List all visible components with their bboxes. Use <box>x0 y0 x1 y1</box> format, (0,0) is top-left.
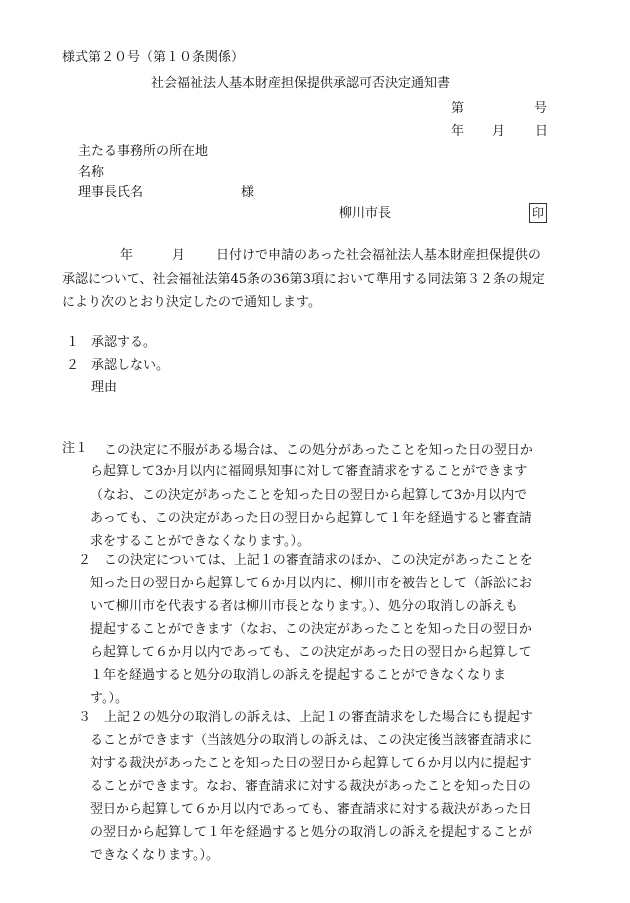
decision-reject: 承認しない。 <box>91 358 170 373</box>
date-year: 年 <box>451 124 465 139</box>
note-3-line: の翌日から起算して１年を経過すると処分の取消しの訴えを提起することが <box>90 825 533 840</box>
date-month: 月 <box>492 124 506 139</box>
document-title: 社会福祉法人基本財産担保提供承認可否決定通知書 <box>151 76 451 91</box>
note-1-line: あっても、この決定があった日の翌日から起算して１年を経過すると審査請 <box>90 511 532 526</box>
note-3-line: ることができます（当該処分の取消しの訴えは、この決定後当該審査請求に <box>90 733 533 748</box>
sender-name: 柳川市長 <box>339 206 392 221</box>
note-2-marker: ２ <box>78 553 92 568</box>
note-1-marker: 注１ <box>62 441 89 456</box>
decision-approve: 承認する。 <box>91 335 157 350</box>
note-3-line: 翌日から起算して６か月以内であっても、審査請求に対する裁決があった日 <box>90 802 532 817</box>
note-2-line: ら起算して６か月以内であっても、この決定があった日の翌日から起算して <box>90 645 532 660</box>
note-3-line: 対する裁決があったことを知った日の翌日から起算して６か月以内に提起す <box>90 756 532 771</box>
note-1-line: （なお、この決定があったことを知った日の翌日から起算して3か月以内で <box>90 488 528 503</box>
note-1-line: ら起算して3か月以内に福岡県知事に対して審査請求をすることができます <box>90 464 528 479</box>
note-1-line: この決定に不服がある場合は、この処分があったことを知った日の翌日か <box>104 443 533 458</box>
body-line-2: 承認について、社会福祉法第45条の36第3項において準用する同法第３２条の規定 <box>62 272 545 287</box>
date-day: 日 <box>535 124 549 139</box>
note-3-line: ることができます。なお、審査請求に対する裁決があったことを知った日の <box>90 779 531 794</box>
note-3-line: できなくなります。）。 <box>90 848 219 863</box>
decision-number: １ <box>66 335 80 350</box>
note-3-marker: ３ <box>78 710 92 725</box>
note-2-line: す。）。 <box>90 691 128 706</box>
note-2-line: いて柳川市を代表する者は柳川市長となります。）、処分の取消しの訴えも <box>90 599 518 614</box>
note-2-line: 知った日の翌日から起算して６か月以内に、柳川市を被告として（訴訟にお <box>90 576 533 591</box>
note-3-line: 上記２の処分の取消しの訴えは、上記１の審査請求をした場合にも提起す <box>104 710 534 725</box>
recipient-name-label: 名称 <box>78 165 105 180</box>
body-year: 年 <box>120 248 134 263</box>
recipient-honorific: 様 <box>241 185 255 200</box>
form-number: 様式第２０号（第１０条関係） <box>62 50 245 65</box>
seal-stamp: 印 <box>529 203 547 223</box>
note-2-line: １年を経過すると処分の取消しの訴えを提起することができなくなりま <box>90 668 507 683</box>
reason-label: 理由 <box>91 380 118 395</box>
body-month: 月 <box>172 248 186 263</box>
decision-number: ２ <box>66 358 80 373</box>
note-2-line: この決定については、上記１の審査請求のほか、この決定があったことを <box>104 553 533 568</box>
note-1-line: 求をすることができなくなります。）。 <box>90 534 310 549</box>
number-label: 第 <box>451 101 465 116</box>
body-line-1: 日付けで申請のあった社会福祉法人基本財産担保提供の <box>216 248 541 263</box>
body-line-3: により次のとおり決定したので通知します。 <box>62 295 321 310</box>
note-2-line: 提起することができます（なお、この決定があったことを知った日の翌日か <box>90 622 532 637</box>
recipient-address-label: 主たる事務所の所在地 <box>78 144 209 159</box>
number-suffix: 号 <box>534 101 548 116</box>
recipient-chairman-label: 理事長氏名 <box>78 185 144 200</box>
